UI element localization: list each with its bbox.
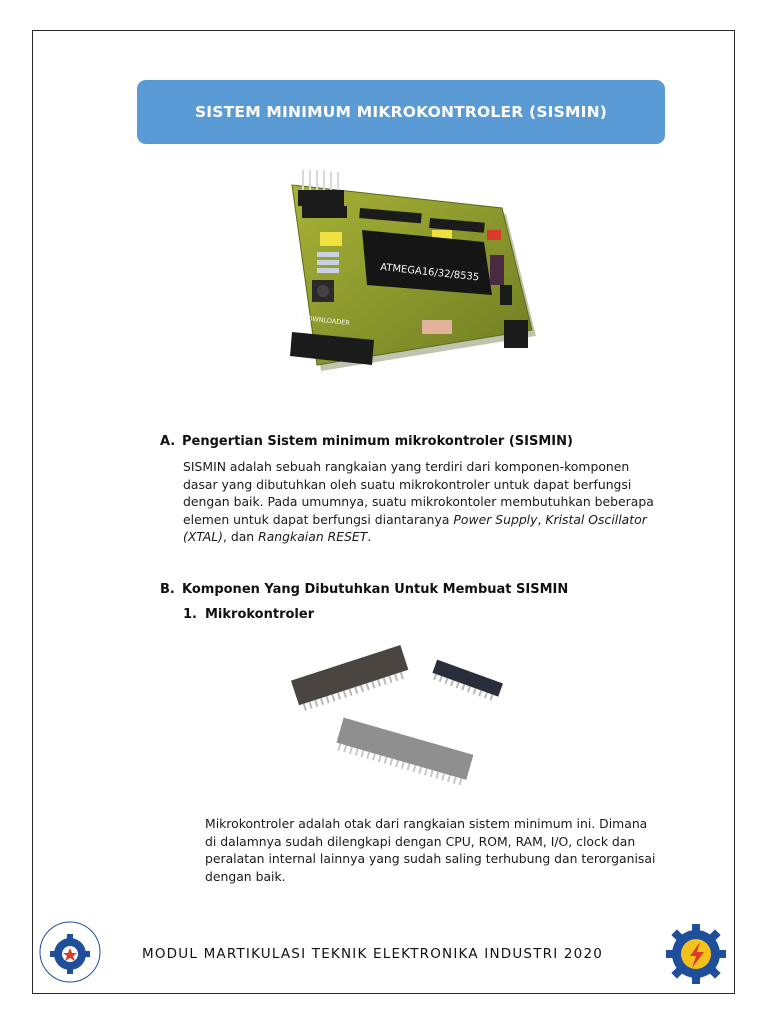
term-power-supply: Power Supply	[453, 511, 538, 527]
section-b-line: peralatan internal lainnya yang sudah saling terhubung dan terorganisai	[205, 851, 656, 866]
school-logo-left	[38, 920, 102, 984]
minimum-system-board-image	[262, 160, 542, 390]
board-chip-label: ATMEGA16/32/8535	[379, 262, 480, 284]
section-b-heading	[160, 582, 568, 597]
section-a-line: dengan baik. Pada umumnya, suatu mikrokontoler membutuhkan beberapa	[183, 494, 654, 509]
subsection-1-number: 1.	[183, 607, 197, 622]
section-a-line: (XTAL), dan Rangkaian RESET.	[183, 529, 372, 544]
section-a-title: Pengertian Sistem minimum mikrokontroler (SISMIN)	[182, 434, 573, 449]
term-xtal: (XTAL)	[183, 529, 223, 544]
term-reset: Rangkaian RESET	[258, 529, 368, 544]
board-downloader-label: DOWNLOADER	[301, 314, 351, 327]
subsection-1-title: Mikrokontroler	[205, 607, 315, 622]
section-b-title: Komponen Yang Dibutuhkan Untuk Membuat SISMIN	[182, 582, 569, 597]
section-a-heading	[160, 434, 573, 449]
section-a-letter: A.	[160, 434, 176, 449]
section-a-line: dasar yang dibutuhkan oleh suatu mikrokontroler untuk dapat berfungsi	[183, 476, 632, 492]
footer-module-title: MODUL MARTIKULASI TEKNIK ELEKTRONIKA INDUSTRI 2020	[142, 946, 604, 962]
microcontroller-chips-image	[282, 635, 517, 785]
section-b-line: dengan baik.	[205, 868, 286, 884]
section-b-line: Mikrokontroler adalah otak dari rangkaian sistem minimum ini. Dimana	[205, 816, 648, 831]
section-a-line: elemen untuk dapat berfungsi diantaranya Power Supply, Kristal Oscillator	[183, 511, 647, 527]
title-banner	[137, 80, 665, 144]
section-a-paragraph	[183, 458, 658, 546]
term-crystal-oscillator: Kristal Oscillator	[545, 511, 647, 527]
page-title: SISTEM MINIMUM MIKROKONTROLER (SISMIN)	[194, 103, 608, 121]
section-b-paragraph	[205, 815, 658, 885]
section-b-letter: B.	[160, 582, 175, 597]
subsection-1-heading	[183, 607, 314, 622]
section-b-line: di dalamnya sudah dilengkapi dengan CPU, ROM, RAM, I/O, clock dan	[205, 833, 636, 849]
department-gear-logo	[664, 922, 728, 986]
section-a-line: SISMIN adalah sebuah rangkaian yang terdiri dari komponen-komponen	[183, 459, 630, 474]
